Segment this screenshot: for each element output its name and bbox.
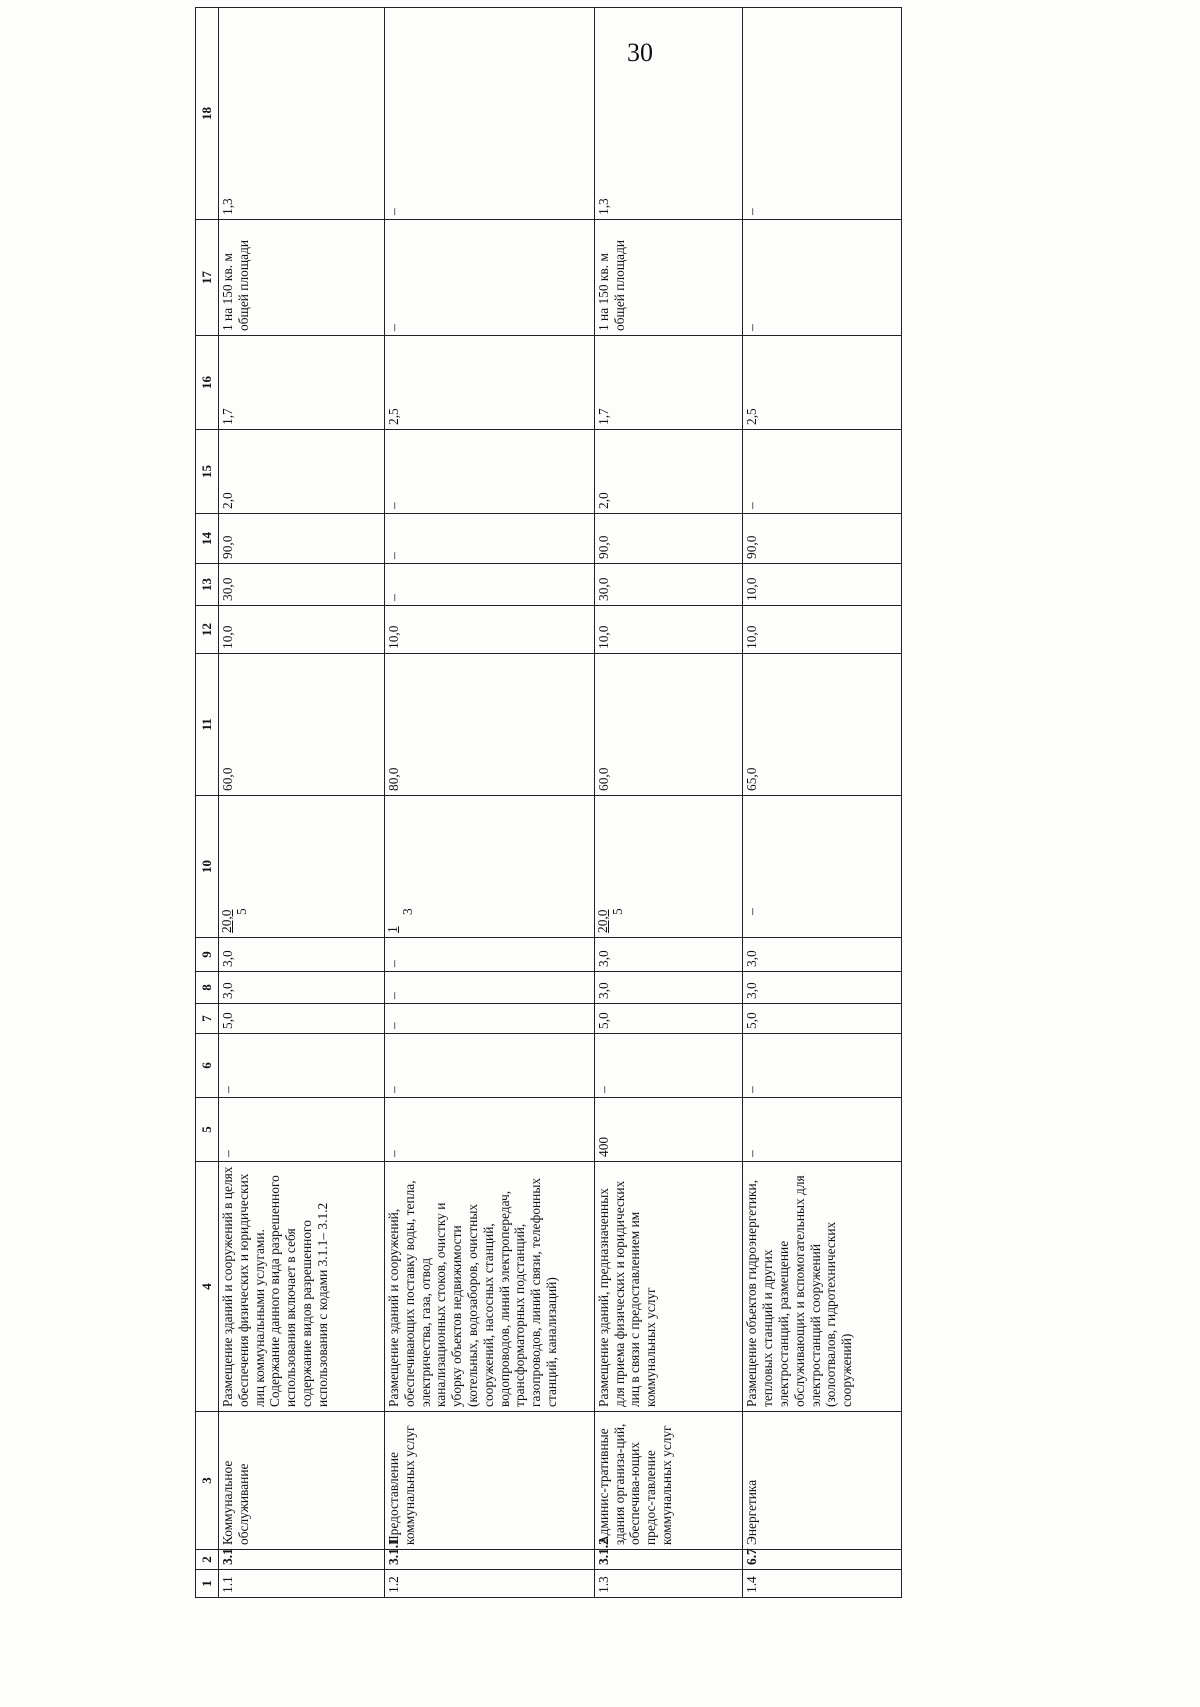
cell-use-code: 3.1.2 (594, 1550, 742, 1570)
table-row (219, 8, 385, 1598)
cell-col-17: – (384, 220, 594, 336)
cell-col-14: 90,0 (743, 514, 902, 564)
cell-col-13: 30,0 (219, 564, 385, 606)
cell-row-number: 1.3 (594, 1570, 742, 1598)
cell-row-number: 1.4 (743, 1570, 902, 1598)
cell-col-5: – (743, 1098, 902, 1162)
cell-col-11: 60,0 (219, 654, 385, 796)
cell-use-description: Размещение объектов гидроэнергетики, тепловых станций и других электростанций, размещение обслуживающих и вспомогательных для электростанций сооружений (золоотвалов, гидротехнических сооружений) (743, 1162, 902, 1412)
cell-col-17: 1 на 150 кв. м общей площади (219, 220, 385, 336)
table-row (743, 8, 902, 1598)
fraction (220, 908, 249, 933)
cell-col-12: 10,0 (384, 606, 594, 654)
cell-col-16: 1,7 (219, 336, 385, 430)
fraction-denominator: 5 (609, 908, 625, 915)
fraction-denominator: – (744, 908, 760, 915)
col-header-13: 13 (196, 564, 219, 606)
cell-col-8: – (384, 972, 594, 1004)
fraction-denominator: 3 (399, 908, 415, 915)
cell-col-11: 65,0 (743, 654, 902, 796)
cell-use-description: Размещение зданий и сооружений, обеспечивающих поставку воды, тепла, электричества, газа, отвод канализационных стоков, очистку и уборку объектов недвижимости (котельных, водозаборов, очистных сооружений, насосных станций, водопроводов, линий электропередач, трансформаторных подстанций, газопроводов, линий связи, телефонных станций, канализаций) (384, 1162, 594, 1412)
rotated-table-container (195, 108, 902, 1598)
col-header-8: 8 (196, 972, 219, 1004)
cell-col-8: 3,0 (743, 972, 902, 1004)
cell-col-14: 90,0 (594, 514, 742, 564)
col-header-7: 7 (196, 1004, 219, 1034)
cell-col-7: 5,0 (219, 1004, 385, 1034)
cell-use-code: 3.1 (219, 1550, 385, 1570)
col-header-10: 10 (196, 796, 219, 938)
cell-use-name: Энергетика (743, 1412, 902, 1550)
col-header-16: 16 (196, 336, 219, 430)
cell-col-14: – (384, 514, 594, 564)
cell-col-6: – (743, 1034, 902, 1098)
cell-col-15: 2,0 (219, 430, 385, 514)
col-header-14: 14 (196, 514, 219, 564)
cell-col-17: 1 на 150 кв. м общей площади (594, 220, 742, 336)
col-header-9: 9 (196, 938, 219, 972)
cell-col-15: 2,0 (594, 430, 742, 514)
cell-col-9: 3,0 (743, 938, 902, 972)
fraction-numerator: 1 (384, 926, 400, 933)
cell-use-description: Размещение зданий, предназначенных для приема физических и юридических лиц в связи с предоставлением им коммунальных услуг (594, 1162, 742, 1412)
cell-col-7: 5,0 (594, 1004, 742, 1034)
table-row (384, 8, 594, 1598)
cell-col-16: 2,5 (384, 336, 594, 430)
fraction-denominator: 5 (233, 908, 249, 915)
cell-col-16: 2,5 (743, 336, 902, 430)
cell-col-6: – (384, 1034, 594, 1098)
col-header-18: 18 (196, 8, 219, 220)
cell-col-14: 90,0 (219, 514, 385, 564)
land-use-regulations-table (195, 7, 902, 1598)
cell-col-18: – (743, 8, 902, 220)
cell-col-10 (384, 796, 594, 938)
cell-col-9: – (384, 938, 594, 972)
col-header-15: 15 (196, 430, 219, 514)
cell-col-15: – (384, 430, 594, 514)
cell-col-8: 3,0 (594, 972, 742, 1004)
fraction (596, 908, 625, 933)
cell-col-8: 3,0 (219, 972, 385, 1004)
cell-use-code: 3.1.1 (384, 1550, 594, 1570)
cell-row-number: 1.2 (384, 1570, 594, 1598)
col-header-12: 12 (196, 606, 219, 654)
cell-col-9: 3,0 (594, 938, 742, 972)
cell-use-name: Админис-тративные здания организа-ций, обеспечива-ющих предос-тавление коммунальных услуг (594, 1412, 742, 1550)
cell-col-10 (219, 796, 385, 938)
col-header-2: 2 (196, 1550, 219, 1570)
cell-col-5: – (384, 1098, 594, 1162)
cell-col-18: 1,3 (219, 8, 385, 220)
page-number: 30 (627, 38, 653, 67)
fraction (745, 908, 760, 933)
col-header-3: 3 (196, 1412, 219, 1550)
cell-col-7: – (384, 1004, 594, 1034)
cell-col-18: 1,3 (594, 8, 742, 220)
fraction-numerator: 20,0 (219, 909, 234, 933)
cell-col-5: 400 (594, 1098, 742, 1162)
cell-col-11: 80,0 (384, 654, 594, 796)
fraction-numerator: 20,0 (594, 909, 610, 933)
cell-col-16: 1,7 (594, 336, 742, 430)
col-header-17: 17 (196, 220, 219, 336)
cell-use-name: Предоставление коммунальных услуг (384, 1412, 594, 1550)
cell-use-code: 6.7 (743, 1550, 902, 1570)
cell-col-15: – (743, 430, 902, 514)
cell-use-name: Коммунальное обслуживание (219, 1412, 385, 1550)
col-header-4: 4 (196, 1162, 219, 1412)
cell-col-10 (594, 796, 742, 938)
table-row (594, 8, 742, 1598)
cell-col-11: 60,0 (594, 654, 742, 796)
cell-col-6: – (594, 1034, 742, 1098)
col-header-5: 5 (196, 1098, 219, 1162)
col-header-1: 1 (196, 1570, 219, 1598)
col-header-6: 6 (196, 1034, 219, 1098)
col-header-11: 11 (196, 654, 219, 796)
cell-use-description: Размещение зданий и сооружений в целях обеспечения физических и юридических лиц коммунальными услугами. Содержание данного вида разрешенного использования включает в себя содержание видов разрешенного использования с кодами 3.1.1– 3.1.2 (219, 1162, 385, 1412)
cell-col-18: – (384, 8, 594, 220)
cell-col-12: 10,0 (743, 606, 902, 654)
cell-col-7: 5,0 (743, 1004, 902, 1034)
cell-col-17: – (743, 220, 902, 336)
cell-col-6: – (219, 1034, 385, 1098)
cell-col-9: 3,0 (219, 938, 385, 972)
cell-col-10 (743, 796, 902, 938)
cell-col-12: 10,0 (219, 606, 385, 654)
header-row (196, 8, 219, 1598)
cell-col-13: 10,0 (743, 564, 902, 606)
cell-col-13: – (384, 564, 594, 606)
cell-col-13: 30,0 (594, 564, 742, 606)
fraction (386, 908, 415, 933)
cell-row-number: 1.1 (219, 1570, 385, 1598)
cell-col-12: 10,0 (594, 606, 742, 654)
cell-col-5: – (219, 1098, 385, 1162)
